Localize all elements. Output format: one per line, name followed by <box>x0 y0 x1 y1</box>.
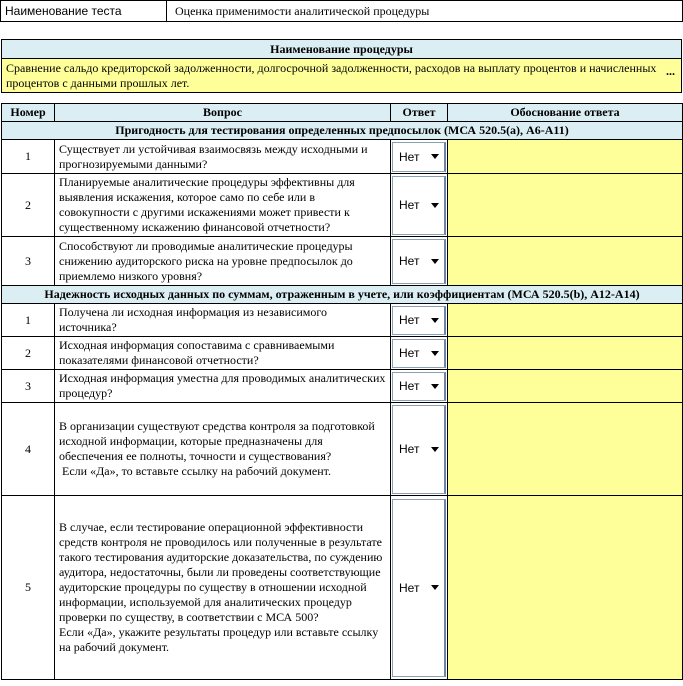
question-text: Существует ли устойчивая взаимосвязь между исходными и прогнозируемыми данными? <box>55 140 391 174</box>
questions-table <box>1 103 683 680</box>
question-text: Получена ли исходная информация из независимого источника? <box>55 304 391 337</box>
table-row <box>2 237 683 286</box>
answer-cell <box>391 403 448 496</box>
table-header-row <box>2 104 683 122</box>
answer-cell <box>391 496 448 680</box>
column-header-num: Номер <box>2 104 55 122</box>
answer-dropdown[interactable] <box>392 142 446 172</box>
answer-dropdown[interactable] <box>392 405 446 494</box>
justification-cell[interactable] <box>448 496 683 680</box>
answer-dropdown[interactable] <box>392 339 446 368</box>
question-text: Исходная информация уместна для проводимых аналитических процедур? <box>55 370 391 403</box>
justification-cell[interactable] <box>448 174 683 237</box>
chevron-down-icon[interactable] <box>431 203 439 208</box>
chevron-down-icon[interactable] <box>431 154 439 159</box>
answer-cell <box>391 370 448 403</box>
chevron-down-icon[interactable] <box>431 447 439 452</box>
table-row <box>2 496 683 680</box>
question-text: В организации существуют средства контроля за подготовкой исходной информации, которые предназначены для обеспечения ее полноты, точности и существования? <box>59 419 375 463</box>
answer-dropdown[interactable] <box>392 499 446 677</box>
column-header-answer: Ответ <box>391 104 448 122</box>
question-cell <box>55 403 391 496</box>
justification-cell[interactable] <box>448 337 683 370</box>
table-row <box>2 304 683 337</box>
section-row <box>2 286 683 304</box>
answer-value: Нет <box>399 580 420 595</box>
justification-cell[interactable] <box>448 370 683 403</box>
answer-dropdown[interactable] <box>392 176 446 235</box>
table-row <box>2 403 683 496</box>
chevron-down-icon[interactable] <box>431 384 439 389</box>
chevron-down-icon[interactable] <box>431 318 439 323</box>
row-number: 4 <box>2 403 55 496</box>
question-text: Планируемые аналитические процедуры эффективны для выявления искажения, которое само по себе или в совокупности с другими искажениями может привести к существенному искажению финансовой отчетности? <box>55 174 391 237</box>
section-row <box>2 122 683 140</box>
row-number: 1 <box>2 304 55 337</box>
row-number: 2 <box>2 174 55 237</box>
row-number: 5 <box>2 496 55 680</box>
column-header-question: Вопрос <box>55 104 391 122</box>
answer-value: Нет <box>399 379 420 393</box>
answer-cell <box>391 304 448 337</box>
answer-value: Нет <box>399 442 420 456</box>
answer-dropdown[interactable] <box>392 306 446 335</box>
table-row <box>2 140 683 174</box>
question-text: Исходная информация сопоставима с сравниваемыми показателями финансовой отчетности? <box>55 337 391 370</box>
justification-cell[interactable] <box>448 304 683 337</box>
table-row <box>2 370 683 403</box>
procedure-ellipsis: ... <box>666 64 675 78</box>
question-note: Если «Да», укажите результаты процедур или вставьте ссылку на рабочий документ. <box>59 625 379 654</box>
procedure-header: Наименование процедуры <box>1 39 682 59</box>
justification-cell[interactable] <box>448 237 683 286</box>
column-header-justification: Обоснование ответа <box>448 104 683 122</box>
test-name-row <box>0 0 683 22</box>
answer-cell <box>391 237 448 286</box>
section-title: Пригодность для тестирования определенных предпосылок (МСА 520.5(a), A6-A11) <box>2 122 683 140</box>
procedure-text: Сравнение сальдо кредиторской задолженности, долгосрочной задолженности, расходов на выплату процентов и начисленных процентов с данными прошлых лет. <box>6 61 657 90</box>
answer-dropdown[interactable] <box>392 372 446 401</box>
table-row <box>2 174 683 237</box>
question-note: Если «Да», то вставьте ссылку на рабочий документ. <box>59 464 331 478</box>
answer-value: Нет <box>399 198 420 212</box>
row-number: 3 <box>2 370 55 403</box>
row-number: 1 <box>2 140 55 174</box>
answer-cell <box>391 174 448 237</box>
chevron-down-icon[interactable] <box>431 259 439 264</box>
justification-cell[interactable] <box>448 140 683 174</box>
chevron-down-icon[interactable] <box>431 351 439 356</box>
question-cell <box>55 496 391 680</box>
answer-value: Нет <box>399 149 420 164</box>
chevron-down-icon[interactable] <box>431 585 439 590</box>
answer-value: Нет <box>399 313 420 327</box>
answer-value: Нет <box>399 346 420 360</box>
answer-value: Нет <box>399 254 420 268</box>
row-number: 2 <box>2 337 55 370</box>
answer-cell <box>391 337 448 370</box>
table-row <box>2 337 683 370</box>
row-number: 3 <box>2 237 55 286</box>
answer-dropdown[interactable] <box>392 239 446 284</box>
justification-cell[interactable] <box>448 403 683 496</box>
answer-cell <box>391 140 448 174</box>
section-title: Надежность исходных данных по суммам, отраженным в учете, или коэффициентам (МСА 520.5(b), A12-A14) <box>2 286 683 304</box>
question-text: В случае, если тестирование операционной эффективности средств контроля не проводилось или полученные в результате такого тестирования аудиторские доказательства, по суждению аудитора, недостаточны, были ли проведены соответствующие аудиторские процедуры по существу в отношении исходной информации, используемой для аналитических процедур проверки по существу, в соответствии с МСА 500? <box>59 520 383 624</box>
question-text: Способствуют ли проводимые аналитические процедуры снижению аудиторского риска на уровне предпосылок до приемлемо низкого уровня? <box>55 237 391 286</box>
test-name-value[interactable]: Оценка применимости аналитической процедуры <box>175 4 430 18</box>
procedure-description[interactable] <box>1 59 682 93</box>
test-name-label: Наименование теста <box>1 1 167 21</box>
